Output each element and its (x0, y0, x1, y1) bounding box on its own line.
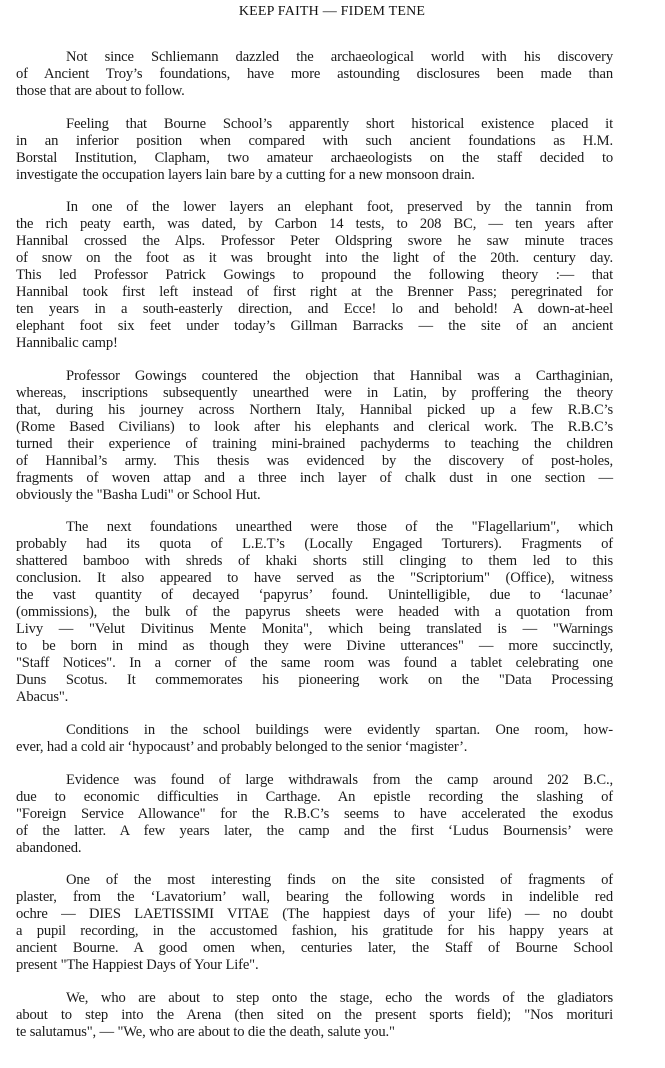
text-line: Duns Scotus. It commemorates his pioneering work on the "Data Processing (16, 672, 613, 689)
text-line: ever, had a cold air ‘hypocaust’ and probably belonged to the senior ‘magister’. (16, 738, 468, 755)
document-body (16, 49, 613, 1056)
paragraph (16, 368, 613, 504)
text-line: One of the most interesting finds on the site consisted of fragments of (66, 872, 613, 889)
text-line: of snow on the foot as it was brought into the light of the 20th. century day. (16, 250, 613, 267)
text-line: "Staff Notices". In a corner of the same room was found a tablet celebrating one (16, 655, 613, 672)
text-line: Hannibalic camp! (16, 335, 118, 352)
text-line: (Rome Based Civilians) to look after his elephants and clerical work. The R.B.C’s (16, 418, 613, 435)
text-line: about to step into the Arena (then sited on the present sports field); "Nos morituri (16, 1006, 613, 1023)
text-line: plaster, from the ‘Lavatorium’ wall, bearing the following words in indelible red (16, 889, 613, 906)
text-line: In one of the lower layers an elephant foot, preserved by the tannin from (66, 199, 613, 216)
text-line: Hannibal took first left instead of first right at the Brenner Pass; peregrinated for (16, 284, 613, 301)
paragraph (16, 49, 613, 100)
text-line: of Hannibal’s army. This thesis was evidenced by the discovery of post-holes, (16, 452, 613, 469)
text-line: ten years in a south-easterly direction, and Ecce! lo and behold! A down-at-heel (16, 301, 613, 318)
text-line: obviously the "Basha Ludi" or School Hut. (16, 486, 261, 503)
text-line: ochre — DIES LAETISSIMI VITAE (The happiest days of your life) — no doubt (16, 906, 613, 923)
paragraph (16, 990, 613, 1041)
text-line: abandoned. (16, 839, 82, 856)
paragraph (16, 722, 613, 756)
paragraph (16, 199, 613, 352)
text-line: Livy — "Velut Divitinus Mente Monita", which being translated is — "Warnings (16, 621, 613, 638)
text-line: "Foreign Service Allowance" for the R.B.C’s seems to have accelerated the exodus (16, 805, 613, 822)
text-line: probably had its quota of L.E.T’s (Locally Engaged Torturers). Fragments of (16, 536, 613, 553)
text-line: turned their experience of training mini-brained pachyderms to teaching the children (16, 435, 613, 452)
text-line: Professor Gowings countered the objection that Hannibal was a Carthaginian, (66, 367, 613, 384)
text-line: Borstal Institution, Clapham, two amateur archaeologists on the staff decided to (16, 149, 613, 166)
text-line: that, during his journey across Northern Italy, Hannibal picked up a few R.B.C’s (16, 401, 613, 418)
text-line: investigate the occupation layers lain bare by a cutting for a new monsoon drain. (16, 166, 475, 183)
paragraph (16, 872, 613, 974)
text-line: a pupil recording, in the accustomed fashion, his gratitude for his happy years at (16, 923, 613, 940)
paragraph (16, 116, 613, 184)
text-line: ancient Bourne. A good omen when, centuries later, the Staff of Bourne School (16, 940, 613, 957)
text-line: Conditions in the school buildings were evidently spartan. One room, how- (66, 721, 613, 738)
text-line: in an inferior position when compared with such ancient foundations as H.M. (16, 132, 613, 149)
text-line: present "The Happiest Days of Your Life". (16, 957, 259, 974)
text-line: We, who are about to step onto the stage, echo the words of the gladiators (66, 989, 613, 1006)
text-line: Not since Schliemann dazzled the archaeological world with his discovery (66, 49, 613, 65)
text-line: te salutamus", — "We, who are about to die the death, salute you." (16, 1023, 395, 1040)
text-line: Hannibal crossed the Alps. Professor Peter Oldspring swore he saw minute traces (16, 233, 613, 250)
text-line: the vast quantity of decayed ‘papyrus’ found. Unintelligible, due to ‘lacunae’ (16, 587, 613, 604)
text-line: Evidence was found of large withdrawals from the camp around 202 B.C., (66, 771, 613, 788)
text-line: due to economic difficulties in Carthage. An epistle recording the slashing of (16, 788, 613, 805)
text-line: of the latter. A few years later, the camp and the first ‘Ludus Bournensis’ were (16, 822, 613, 839)
text-line: the rich peaty earth, was dated, by Carbon 14 tests, to 208 BC, — ten years after (16, 216, 613, 233)
text-line: elephant foot six feet under today’s Gillman Barracks — the site of an ancient (16, 318, 613, 335)
text-line: conclusion. It also appeared to have served as the "Scriptorium" (Office), witness (16, 570, 613, 587)
paragraph (16, 519, 613, 706)
text-line: fragments of woven attap and a three inch layer of chalk dust in one section — (16, 469, 613, 486)
text-line: Feeling that Bourne School’s apparently short historical existence placed it (66, 115, 613, 132)
text-line: whereas, inscriptions subsequently unearthed were in Latin, by proffering the theory (16, 384, 613, 401)
text-line: shattered bamboo with shreds of khaki shorts still clinging to them led to this (16, 553, 613, 570)
text-line: Abacus". (16, 689, 69, 706)
text-line: of Ancient Troy’s foundations, have more astounding disclosures been made than (16, 66, 613, 82)
text-line: those that are about to follow. (16, 83, 185, 99)
text-line: (ommissions), the bulk of the papyrus sheets were headed with a quotation from (16, 604, 613, 621)
paragraph (16, 772, 613, 857)
text-line: to be born in mind as though they were Divine utterances" — more succinctly, (16, 638, 613, 655)
document-title: KEEP FAITH — FIDEM TENE (238, 4, 426, 19)
text-line: This led Professor Patrick Gowings to propound the following theory :— that (16, 267, 613, 284)
text-line: The next foundations unearthed were those of the "Flagellarium", which (66, 519, 613, 536)
